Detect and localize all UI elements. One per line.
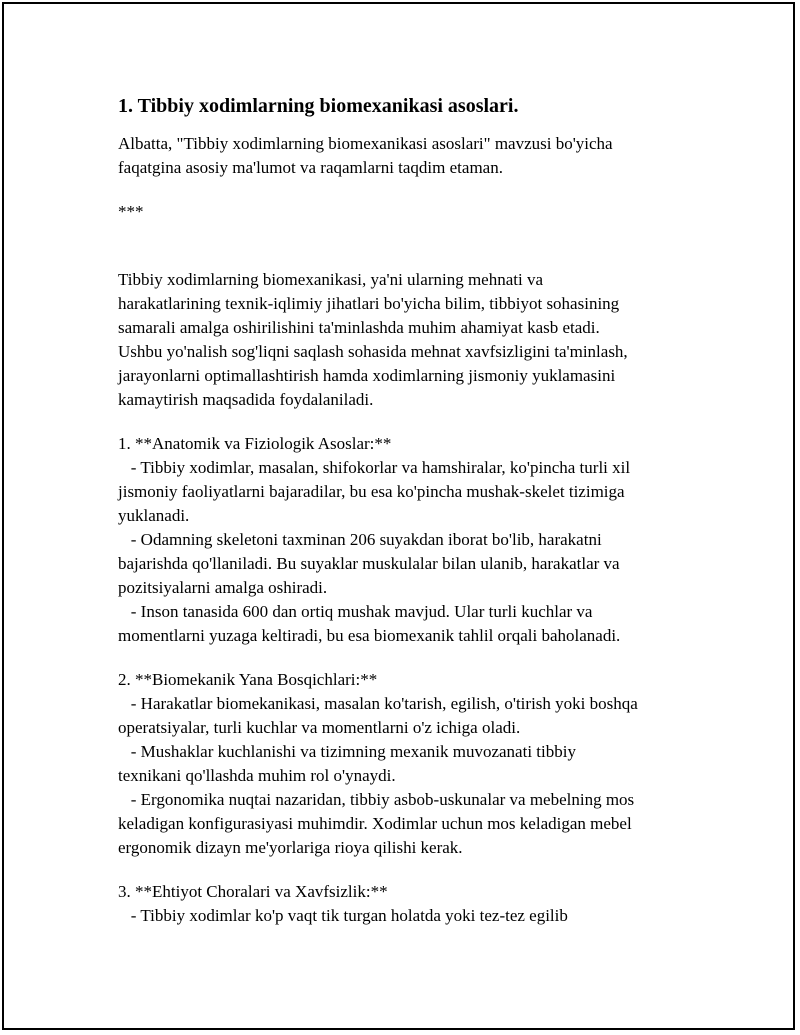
text-line: - Mushaklar kuchlanishi va tizimning mexanik muvozanati tibbiy xyxy=(118,742,576,761)
text-line: bajarishda qo'llaniladi. Bu suyaklar muskulalar bilan ulanib, harakatlar va xyxy=(118,554,620,573)
separator: *** xyxy=(118,202,144,221)
text-line: - Ergonomika nuqtai nazaridan, tibbiy asbob-uskunalar va mebelning mos xyxy=(118,790,635,809)
text-line: operatsiyalar, turli kuchlar va momentlarni o'z ichiga oladi. xyxy=(118,718,521,737)
document-title: 1. Tibbiy xodimlarning biomexanikasi asoslari. xyxy=(118,95,519,117)
section-biomekanik xyxy=(118,668,698,860)
document-body xyxy=(118,92,698,948)
text-line: texnikani qo'llashda muhim rol o'ynaydi. xyxy=(118,766,396,785)
text-line: yuklanadi. xyxy=(118,506,190,525)
text-line: jismoniy faoliyatlarni bajaradilar, bu esa ko'pincha mushak-skelet tizimiga xyxy=(118,482,625,501)
text-line: harakatlarining texnik-iqlimiy jihatlari bo'yicha bilim, tibbiyot sohasining xyxy=(118,294,620,313)
text-line: faqatgina asosiy ma'lumot va raqamlarni taqdim etaman. xyxy=(118,158,503,177)
text-line: Albatta, "Tibbiy xodimlarning biomexanikasi asoslari" mavzusi bo'yicha xyxy=(118,134,613,153)
text-line: kamaytirish maqsadida foydalaniladi. xyxy=(118,390,374,409)
section-anatomik xyxy=(118,432,698,648)
text-line: - Harakatlar biomekanikasi, masalan ko'tarish, egilish, o'tirish yoki boshqa xyxy=(118,694,638,713)
text-line: pozitsiyalarni amalga oshiradi. xyxy=(118,578,328,597)
section-heading: 3. **Ehtiyot Choralari va Xavfsizlik:** xyxy=(118,882,388,901)
text-line: samarali amalga oshirilishini ta'minlashda muhim ahamiyat kasb etadi. xyxy=(118,318,600,337)
text-line: Tibbiy xodimlarning biomexanikasi, ya'ni ularning mehnati va xyxy=(118,270,544,289)
text-line: - Tibbiy xodimlar ko'p vaqt tik turgan holatda yoki tez-tez egilib xyxy=(118,906,568,925)
text-line: - Odamning skeletoni taxminan 206 suyakdan iborat bo'lib, harakatni xyxy=(118,530,602,549)
intro-paragraph xyxy=(118,132,698,180)
section-heading: 2. **Biomekanik Yana Bosqichlari:** xyxy=(118,670,378,689)
text-line: jarayonlarni optimallashtirish hamda xodimlarning jismoniy yuklamasini xyxy=(118,366,616,385)
text-line: - Tibbiy xodimlar, masalan, shifokorlar va hamshiralar, ko'pincha turli xil xyxy=(118,458,631,477)
overview-paragraph xyxy=(118,268,698,412)
text-line: - Inson tanasida 600 dan ortiq mushak mavjud. Ular turli kuchlar va xyxy=(118,602,593,621)
text-line: ergonomik dizayn me'yorlariga rioya qilishi kerak. xyxy=(118,838,463,857)
text-line: momentlarni yuzaga keltiradi, bu esa biomexanik tahlil orqali baholanadi. xyxy=(118,626,621,645)
section-xavfsizlik xyxy=(118,880,698,928)
text-line: keladigan konfigurasiyasi muhimdir. Xodimlar uchun mos keladigan mebel xyxy=(118,814,632,833)
section-heading: 1. **Anatomik va Fiziologik Asoslar:** xyxy=(118,434,392,453)
text-line: Ushbu yo'nalish sog'liqni saqlash sohasida mehnat xavfsizligini ta'minlash, xyxy=(118,342,628,361)
